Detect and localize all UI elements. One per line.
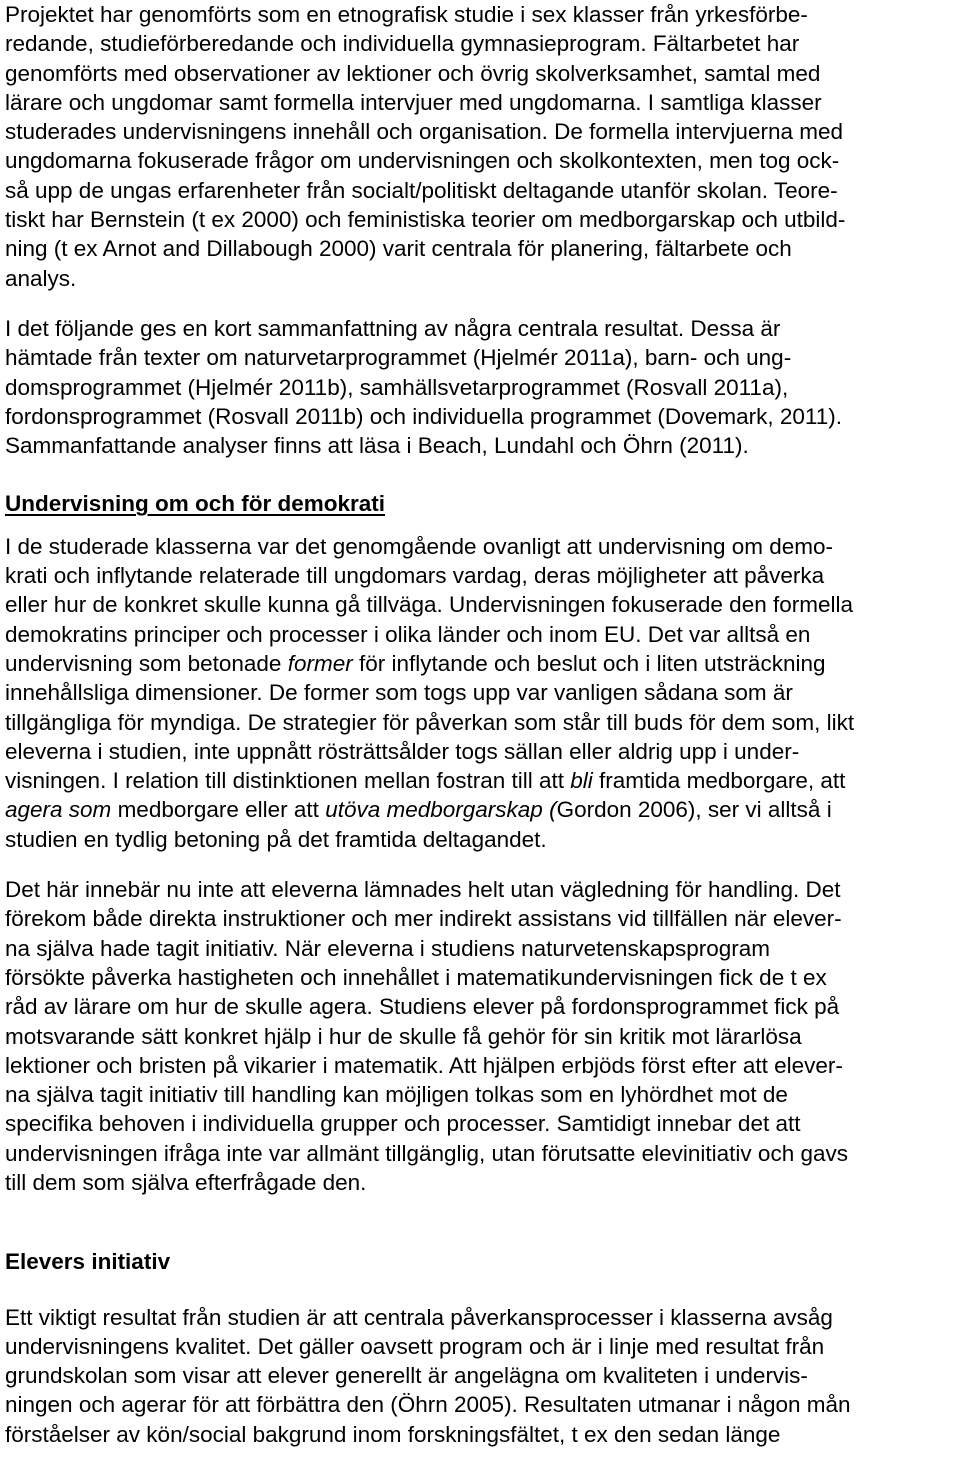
text-line: genomförts med observationer av lektioner och övrig skolverksamhet, samtal med <box>5 60 821 86</box>
text-line: analys. <box>5 265 77 291</box>
text-run: framtida medborgare, att <box>592 768 846 794</box>
text-run: för inflytande och beslut och i liten utsträckning <box>352 650 826 676</box>
text-line: I det följande ges en kort sammanfattning av några centrala resultat. Dessa är <box>5 315 781 341</box>
text-line: fordonsprogrammet (Rosvall 2011b) och individuella programmet (Dovemark, 2011). <box>5 403 843 429</box>
section-heading <box>5 489 955 518</box>
text-line: na själva hade tagit initiativ. När eleverna i studiens naturvetenskapsprogram <box>5 935 770 961</box>
text-line: domsprogrammet (Hjelmér 2011b), samhällsvetarprogrammet (Rosvall 2011a), <box>5 374 789 400</box>
text-line: tillgängliga för myndiga. De strategier för påverkan som står till buds för dem som, likt <box>5 709 855 735</box>
section1-paragraph <box>5 875 955 1197</box>
text-line: ning (t ex Arnot and Dillabough 2000) varit centrala för planering, fältarbete och <box>5 236 792 262</box>
text-line: lärare och ungdomar samt formella intervjuer med ungdomarna. I samtliga klasser <box>5 89 822 115</box>
emphasis-text: bli <box>570 768 593 794</box>
text-line: försökte påverka hastigheten och innehållet i matematikundervisningen fick de t ex <box>5 964 827 990</box>
text-line: Sammanfattande analyser finns att läsa i Beach, Lundahl och Öhrn (2011). <box>5 433 749 459</box>
text-line: råd av lärare om hur de skulle agera. Studiens elever på fordonsprogrammet fick på <box>5 994 840 1020</box>
text-line: redande, studieförberedande och individuella gymnasieprogram. Fältarbetet har <box>5 31 800 57</box>
text-run: undervisning som betonade <box>5 650 288 676</box>
text-line: Projektet har genomförts som en etnografisk studie i sex klasser från yrkesförbe- <box>5 2 808 27</box>
text-line: Ett viktigt resultat från studien är att centrala påverkansprocesser i klasserna avsåg <box>5 1304 833 1330</box>
text-line: studien en tydlig betoning på det framtida deltagandet. <box>5 826 547 852</box>
document-page <box>5 0 955 1449</box>
section2-paragraph <box>5 1303 955 1449</box>
text-line: I de studerade klasserna var det genomgående ovanligt att undervisning om demo- <box>5 533 834 559</box>
text-line: undervisningen ifråga inte var allmänt tillgänglig, utan förutsatte elevinitiativ och gavs <box>5 1140 848 1166</box>
text-line: Det här innebär nu inte att eleverna lämnades helt utan vägledning för handling. Det <box>5 877 841 903</box>
text-run: visningen. I relation till distinktionen mellan fostran till att <box>5 768 571 794</box>
text-line: specifika behoven i individuella grupper och processer. Samtidigt innebar det att <box>5 1111 801 1137</box>
text-line: krati och inflytande relaterade till ungdomars vardag, deras möjligheter att påverka <box>5 563 825 589</box>
section-heading <box>5 1247 955 1276</box>
text-line: ningen och agerar för att förbättra den (Öhrn 2005). Resultaten utmanar i någon mån <box>5 1392 851 1418</box>
text-line: förståelser av kön/social bakgrund inom forskningsfältet, t ex den sedan länge <box>5 1421 781 1447</box>
text-run: Gordon 2006), ser vi alltså i <box>556 797 832 823</box>
text-line <box>5 795 955 824</box>
text-line: undervisningens kvalitet. Det gäller oavsett program och är i linje med resultat från <box>5 1333 825 1359</box>
text-line: na själva tagit initiativ till handling kan möjligen tolkas som en lyhördhet mot de <box>5 1082 788 1108</box>
text-line: hämtade från texter om naturvetarprogrammet (Hjelmér 2011a), barn- och ung- <box>5 345 792 371</box>
text-line: ungdomarna fokuserade frågor om undervisningen och skolkontexten, men tog ock- <box>5 148 840 174</box>
text-line: eleverna i studien, inte uppnått rösträttsålder togs sällan eller aldrig upp i under- <box>5 738 800 764</box>
text-line: innehållsliga dimensioner. De former som togs upp var vanligen sådana som är <box>5 680 793 706</box>
emphasis-text: utöva medborgarskap ( <box>325 797 557 823</box>
summary-paragraph <box>5 314 955 460</box>
emphasis-text: former <box>287 650 353 676</box>
section-heading-text: Undervisning om och för demokrati <box>5 491 386 517</box>
text-run: medborgare eller att <box>111 797 326 823</box>
text-line: till dem som själva efterfrågade den. <box>5 1169 367 1195</box>
intro-paragraph <box>5 0 955 293</box>
section-heading-text: Elevers initiativ <box>5 1249 171 1275</box>
text-line: lektioner och bristen på vikarier i matematik. Att hjälpen erbjöds först efter att elever- <box>5 1052 843 1078</box>
text-line: tiskt har Bernstein (t ex 2000) och feministiska teorier om medborgarskap och utbild- <box>5 207 846 233</box>
text-line <box>5 766 955 795</box>
text-line: så upp de ungas erfarenheter från socialt/politiskt deltagande utanför skolan. Teore- <box>5 177 838 203</box>
emphasis-text: agera som <box>5 797 112 823</box>
text-line: förekom både direkta instruktioner och mer indirekt assistans vid tillfällen när elever- <box>5 906 842 932</box>
section1-paragraph <box>5 532 955 854</box>
text-line: motsvarande sätt konkret hjälp i hur de skulle få gehör för sin kritik mot lärarlösa <box>5 1023 802 1049</box>
text-line: grundskolan som visar att elever generellt är angelägna om kvaliteten i undervis- <box>5 1363 808 1389</box>
text-line: eller hur de konkret skulle kunna gå tillväga. Undervisningen fokuserade den formella <box>5 592 853 618</box>
text-line: studerades undervisningens innehåll och organisation. De formella intervjuerna med <box>5 119 843 145</box>
text-line <box>5 649 955 678</box>
text-line: demokratins principer och processer i olika länder och inom EU. Det var alltså en <box>5 621 811 647</box>
